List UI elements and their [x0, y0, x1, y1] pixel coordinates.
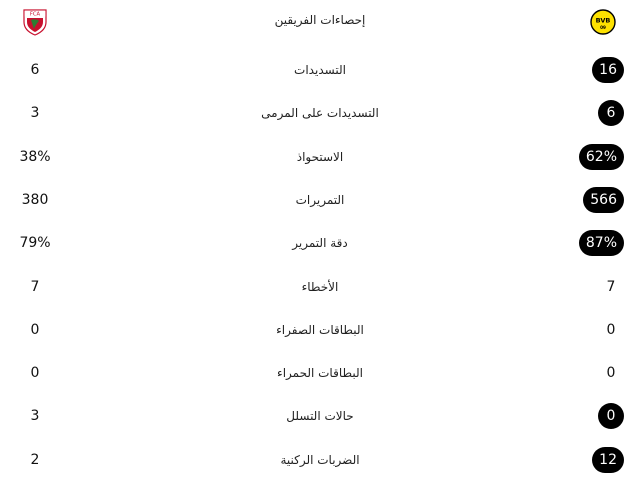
stat-value-right-container [592, 447, 624, 473]
stats-title: إحصاءات الفريقين [274, 13, 366, 27]
stat-value-right-container [579, 230, 624, 256]
stat-row [0, 142, 640, 172]
svg-text:BVB: BVB [595, 16, 611, 25]
stat-value-right-container [598, 360, 624, 386]
stat-value-right-badge: 6 [598, 100, 624, 126]
stat-value-left: 38% [19, 149, 51, 165]
stat-row [0, 401, 640, 431]
stat-label: البطاقات الحمراء [277, 366, 363, 380]
stat-value-right-badge: 12 [592, 447, 624, 473]
stat-value-left: 79% [19, 235, 51, 251]
stat-value-right-badge: 87% [579, 230, 624, 256]
stat-value-right-container [598, 317, 624, 343]
stat-value-right-badge: 0 [598, 403, 624, 429]
stat-value-right-badge: 16 [592, 57, 624, 83]
stat-value-right-container [598, 403, 624, 429]
stat-value-left: 3 [30, 105, 40, 121]
stat-value-right: 0 [606, 322, 616, 338]
stat-row [0, 272, 640, 302]
stat-row [0, 228, 640, 258]
stat-value-right-container [583, 187, 624, 213]
stat-label: الضربات الركنية [280, 453, 360, 467]
stat-value-right: 7 [606, 279, 616, 295]
stat-value-left: 7 [30, 279, 40, 295]
stat-value-right-container [598, 274, 624, 300]
stat-value-right-container [579, 144, 624, 170]
stat-value-right-badge: 62% [579, 144, 624, 170]
stat-label: التمريرات [295, 193, 345, 207]
stat-row [0, 445, 640, 475]
stat-value-left: 0 [30, 322, 40, 338]
stat-label: دقة التمرير [292, 236, 348, 250]
stat-value-left: 380 [21, 192, 49, 208]
stat-value-left: 2 [30, 452, 40, 468]
stat-row [0, 98, 640, 128]
stat-row [0, 315, 640, 345]
stat-label: التسديدات على المرمى [261, 106, 379, 120]
stat-label: الأخطاء [301, 280, 339, 294]
svg-text:FCA: FCA [29, 11, 41, 18]
stat-label: الاستحواذ [296, 150, 344, 164]
stat-value-left: 3 [30, 408, 40, 424]
stat-label: البطاقات الصفراء [276, 323, 364, 337]
stat-row [0, 358, 640, 388]
stat-label: التسديدات [294, 63, 346, 77]
stat-value-right-container [598, 100, 624, 126]
stats-header [0, 0, 640, 46]
stat-value-right-badge: 566 [583, 187, 624, 213]
svg-text:09: 09 [600, 25, 606, 30]
stat-row [0, 55, 640, 85]
stat-row [0, 185, 640, 215]
stat-label: حالات التسلل [286, 409, 354, 423]
bvb-crest-icon [590, 8, 616, 36]
stat-value-right: 0 [606, 365, 616, 381]
stat-value-left: 6 [30, 62, 40, 78]
stat-value-left: 0 [30, 365, 40, 381]
stat-value-right-container [592, 57, 624, 83]
